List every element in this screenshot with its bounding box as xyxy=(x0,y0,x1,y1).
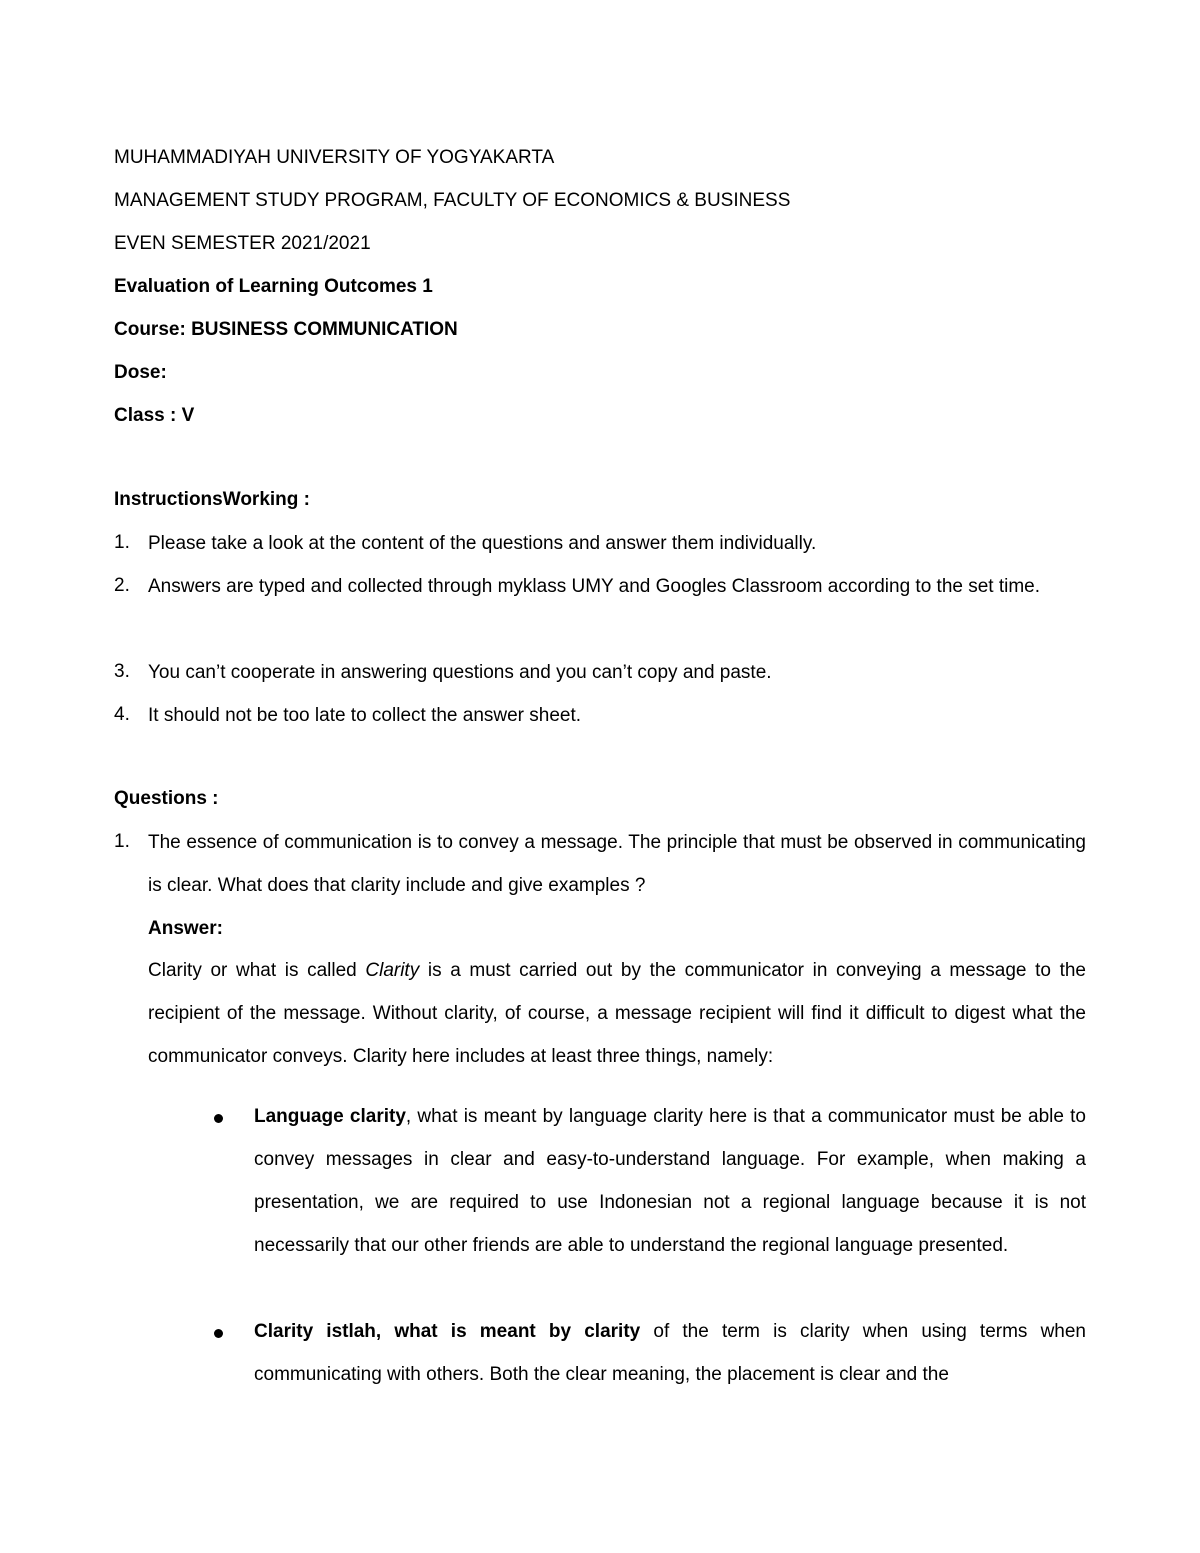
instructions-title: InstructionsWorking : xyxy=(114,489,310,510)
list-text: You can’t cooperate in answering questions and you can’t copy and paste. xyxy=(148,662,772,683)
answer-label: Answer: xyxy=(148,918,223,939)
list-text: Answers are typed and collected through myklass UMY and Googles Classroom according to the set time. xyxy=(148,576,1041,597)
answer-paragraph xyxy=(148,949,1086,1078)
dose-label: Dose: xyxy=(114,362,167,383)
bullet-bold-term: Language clarity xyxy=(254,1106,406,1127)
bullet-body: , what is meant by language clarity here is that a communicator must be able to convey messages in clear and easy-to-understand language. For example, when making a presentation, we are required to use Indonesian not a regional language because it is not necessarily that our other friends are able to understand the regional language presented. xyxy=(254,1106,1086,1256)
bullet-body: of the term is clarity when using terms when communicating with others. Both the clear meaning, the placement is clear and the xyxy=(254,1321,1086,1385)
class-label: Class : V xyxy=(114,405,195,426)
bullet-bold-term: Clarity istlah, what is meant by clarity xyxy=(254,1321,641,1342)
bullet-icon xyxy=(214,1114,223,1123)
list-text: It should not be too late to collect the answer sheet. xyxy=(148,705,582,726)
answer-text-part: is a must carried out by the communicator in conveying a message to the recipient of the message. Without clarity, of course, a message recipient will find it difficult to digest what the communicator conveys. Clarity here includes at least three things, namely: xyxy=(148,960,1087,1067)
list-number: 4. xyxy=(114,704,130,725)
evaluation-title: Evaluation of Learning Outcomes 1 xyxy=(114,276,433,297)
bullet-icon xyxy=(214,1329,223,1338)
list-number: 3. xyxy=(114,661,130,682)
question-text: The essence of communication is to convey a message. The principle that must be observed in communicating is clear. What does that clarity include and give examples ? xyxy=(148,832,1086,896)
bullet-text xyxy=(254,1095,1086,1267)
course-name: Course: BUSINESS COMMUNICATION xyxy=(114,319,458,340)
study-program: MANAGEMENT STUDY PROGRAM, FACULTY OF ECONOMICS & BUSINESS xyxy=(114,190,791,211)
semester: EVEN SEMESTER 2021/2021 xyxy=(114,233,371,254)
university-name: MUHAMMADIYAH UNIVERSITY OF YOGYAKARTA xyxy=(114,147,555,168)
bullet-text xyxy=(254,1310,1086,1396)
answer-text-part: Clarity or what is called xyxy=(148,960,366,981)
list-number: 1. xyxy=(114,532,130,553)
list-text: Please take a look at the content of the questions and answer them individually. xyxy=(148,533,817,554)
list-number: 2. xyxy=(114,575,130,596)
question-number: 1. xyxy=(114,831,130,852)
questions-title: Questions : xyxy=(114,788,219,809)
answer-italic-term: Clarity xyxy=(365,960,420,981)
